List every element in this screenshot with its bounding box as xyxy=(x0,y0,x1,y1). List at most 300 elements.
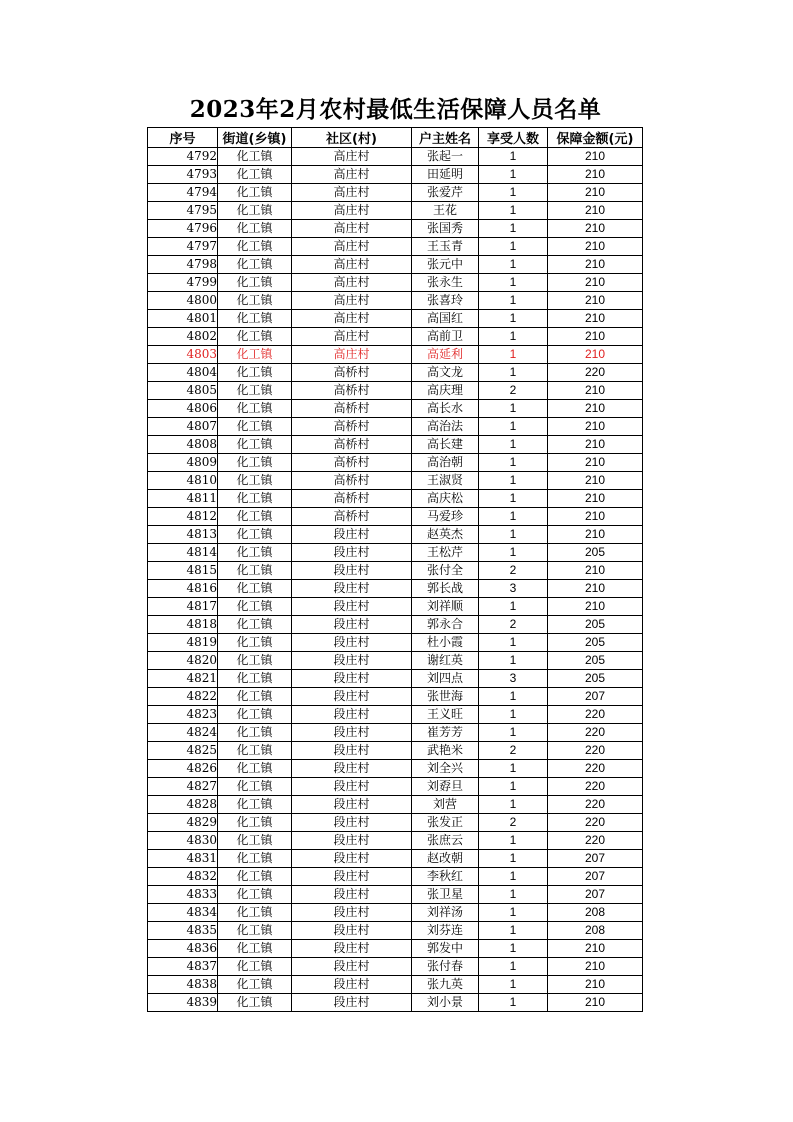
cell-persons: 1 xyxy=(479,796,548,814)
cell-community: 高庄村 xyxy=(292,202,412,220)
cell-seq: 4816 xyxy=(148,580,218,598)
cell-amount: 208 xyxy=(548,904,643,922)
cell-persons: 1 xyxy=(479,490,548,508)
cell-street: 化工镇 xyxy=(218,904,292,922)
cell-persons: 1 xyxy=(479,256,548,274)
cell-street: 化工镇 xyxy=(218,868,292,886)
cell-amount: 210 xyxy=(548,346,643,364)
table-row xyxy=(148,310,643,328)
cell-persons: 1 xyxy=(479,184,548,202)
cell-street: 化工镇 xyxy=(218,562,292,580)
table-row xyxy=(148,742,643,760)
table-row xyxy=(148,274,643,292)
cell-street: 化工镇 xyxy=(218,418,292,436)
cell-seq: 4812 xyxy=(148,508,218,526)
cell-seq: 4825 xyxy=(148,742,218,760)
cell-amount: 210 xyxy=(548,940,643,958)
table-row xyxy=(148,724,643,742)
cell-amount: 220 xyxy=(548,832,643,850)
cell-persons: 1 xyxy=(479,166,548,184)
cell-persons: 1 xyxy=(479,310,548,328)
cell-householder: 高庆松 xyxy=(412,490,479,508)
cell-amount: 210 xyxy=(548,256,643,274)
cell-persons: 1 xyxy=(479,922,548,940)
cell-householder: 杜小霞 xyxy=(412,634,479,652)
cell-householder: 刘祥顺 xyxy=(412,598,479,616)
cell-seq: 4824 xyxy=(148,724,218,742)
cell-householder: 马爱珍 xyxy=(412,508,479,526)
cell-amount: 210 xyxy=(548,238,643,256)
cell-amount: 205 xyxy=(548,616,643,634)
cell-seq: 4823 xyxy=(148,706,218,724)
table-row xyxy=(148,958,643,976)
cell-community: 段庄村 xyxy=(292,724,412,742)
cell-street: 化工镇 xyxy=(218,454,292,472)
cell-amount: 210 xyxy=(548,148,643,166)
cell-community: 段庄村 xyxy=(292,778,412,796)
cell-amount: 210 xyxy=(548,598,643,616)
cell-community: 高庄村 xyxy=(292,148,412,166)
cell-amount: 210 xyxy=(548,490,643,508)
cell-street: 化工镇 xyxy=(218,166,292,184)
cell-community: 段庄村 xyxy=(292,886,412,904)
cell-amount: 210 xyxy=(548,382,643,400)
cell-persons: 1 xyxy=(479,274,548,292)
cell-street: 化工镇 xyxy=(218,634,292,652)
cell-amount: 210 xyxy=(548,202,643,220)
page-title: 2023年2月农村最低生活保障人员名单 xyxy=(189,96,602,123)
cell-householder: 张九英 xyxy=(412,976,479,994)
cell-street: 化工镇 xyxy=(218,328,292,346)
cell-street: 化工镇 xyxy=(218,598,292,616)
cell-community: 高庄村 xyxy=(292,166,412,184)
table-row xyxy=(148,544,643,562)
cell-amount: 210 xyxy=(548,562,643,580)
cell-street: 化工镇 xyxy=(218,310,292,328)
cell-community: 高庄村 xyxy=(292,238,412,256)
cell-community: 段庄村 xyxy=(292,994,412,1012)
cell-persons: 1 xyxy=(479,148,548,166)
cell-street: 化工镇 xyxy=(218,886,292,904)
table-row xyxy=(148,292,643,310)
cell-householder: 王淑贤 xyxy=(412,472,479,490)
cell-amount: 210 xyxy=(548,526,643,544)
cell-street: 化工镇 xyxy=(218,778,292,796)
table-row xyxy=(148,688,643,706)
cell-householder: 高文龙 xyxy=(412,364,479,382)
cell-community: 段庄村 xyxy=(292,598,412,616)
cell-persons: 1 xyxy=(479,940,548,958)
header-community: 社区(村) xyxy=(292,128,412,148)
table-row xyxy=(148,580,643,598)
cell-amount: 210 xyxy=(548,328,643,346)
cell-persons: 1 xyxy=(479,292,548,310)
table-row xyxy=(148,796,643,814)
cell-householder: 张永生 xyxy=(412,274,479,292)
cell-persons: 1 xyxy=(479,202,548,220)
cell-householder: 田延明 xyxy=(412,166,479,184)
cell-amount: 220 xyxy=(548,814,643,832)
cell-seq: 4829 xyxy=(148,814,218,832)
cell-householder: 高治法 xyxy=(412,418,479,436)
cell-persons: 1 xyxy=(479,652,548,670)
cell-seq: 4796 xyxy=(148,220,218,238)
cell-persons: 1 xyxy=(479,706,548,724)
cell-persons: 2 xyxy=(479,562,548,580)
header-row xyxy=(148,128,643,148)
cell-amount: 207 xyxy=(548,868,643,886)
cell-street: 化工镇 xyxy=(218,508,292,526)
cell-householder: 赵改朝 xyxy=(412,850,479,868)
table-row xyxy=(148,886,643,904)
cell-street: 化工镇 xyxy=(218,490,292,508)
cell-community: 段庄村 xyxy=(292,796,412,814)
cell-street: 化工镇 xyxy=(218,724,292,742)
table-row xyxy=(148,346,643,364)
cell-seq: 4821 xyxy=(148,670,218,688)
cell-householder: 刘祥汤 xyxy=(412,904,479,922)
cell-street: 化工镇 xyxy=(218,688,292,706)
table-row xyxy=(148,238,643,256)
table-row xyxy=(148,940,643,958)
cell-amount: 210 xyxy=(548,508,643,526)
table-body xyxy=(148,148,643,1012)
cell-householder: 郭永合 xyxy=(412,616,479,634)
cell-community: 段庄村 xyxy=(292,940,412,958)
cell-street: 化工镇 xyxy=(218,220,292,238)
table-row xyxy=(148,922,643,940)
table-row xyxy=(148,904,643,922)
table-row xyxy=(148,490,643,508)
cell-seq: 4802 xyxy=(148,328,218,346)
cell-seq: 4830 xyxy=(148,832,218,850)
cell-community: 段庄村 xyxy=(292,544,412,562)
cell-community: 高庄村 xyxy=(292,184,412,202)
cell-community: 高桥村 xyxy=(292,436,412,454)
table-row xyxy=(148,364,643,382)
cell-seq: 4805 xyxy=(148,382,218,400)
cell-street: 化工镇 xyxy=(218,346,292,364)
cell-persons: 1 xyxy=(479,994,548,1012)
cell-street: 化工镇 xyxy=(218,292,292,310)
cell-seq: 4836 xyxy=(148,940,218,958)
header-street: 街道(乡镇) xyxy=(218,128,292,148)
table-row xyxy=(148,562,643,580)
cell-seq: 4808 xyxy=(148,436,218,454)
cell-persons: 1 xyxy=(479,364,548,382)
cell-community: 高桥村 xyxy=(292,418,412,436)
cell-amount: 205 xyxy=(548,670,643,688)
cell-persons: 1 xyxy=(479,760,548,778)
table-row xyxy=(148,256,643,274)
cell-community: 高庄村 xyxy=(292,220,412,238)
cell-amount: 205 xyxy=(548,634,643,652)
cell-street: 化工镇 xyxy=(218,256,292,274)
cell-persons: 1 xyxy=(479,976,548,994)
table-row xyxy=(148,166,643,184)
cell-amount: 220 xyxy=(548,742,643,760)
cell-community: 段庄村 xyxy=(292,760,412,778)
cell-community: 段庄村 xyxy=(292,634,412,652)
cell-seq: 4819 xyxy=(148,634,218,652)
table-row xyxy=(148,436,643,454)
cell-seq: 4837 xyxy=(148,958,218,976)
cell-amount: 208 xyxy=(548,922,643,940)
cell-amount: 220 xyxy=(548,706,643,724)
cell-householder: 刘芬连 xyxy=(412,922,479,940)
table-row xyxy=(148,616,643,634)
cell-persons: 2 xyxy=(479,616,548,634)
cell-amount: 207 xyxy=(548,688,643,706)
cell-householder: 高前卫 xyxy=(412,328,479,346)
cell-street: 化工镇 xyxy=(218,364,292,382)
cell-community: 高桥村 xyxy=(292,508,412,526)
cell-persons: 1 xyxy=(479,904,548,922)
cell-community: 段庄村 xyxy=(292,958,412,976)
cell-householder: 张付春 xyxy=(412,958,479,976)
cell-householder: 崔芳芳 xyxy=(412,724,479,742)
cell-community: 高桥村 xyxy=(292,454,412,472)
cell-persons: 1 xyxy=(479,958,548,976)
table-row xyxy=(148,706,643,724)
cell-street: 化工镇 xyxy=(218,832,292,850)
cell-community: 高庄村 xyxy=(292,274,412,292)
cell-community: 段庄村 xyxy=(292,814,412,832)
cell-householder: 王玉青 xyxy=(412,238,479,256)
cell-community: 高庄村 xyxy=(292,346,412,364)
table-row xyxy=(148,994,643,1012)
cell-householder: 张喜玲 xyxy=(412,292,479,310)
cell-community: 高庄村 xyxy=(292,328,412,346)
cell-seq: 4806 xyxy=(148,400,218,418)
cell-householder: 高国红 xyxy=(412,310,479,328)
cell-seq: 4803 xyxy=(148,346,218,364)
cell-street: 化工镇 xyxy=(218,850,292,868)
table-row xyxy=(148,634,643,652)
cell-amount: 210 xyxy=(548,958,643,976)
cell-persons: 1 xyxy=(479,886,548,904)
table-row xyxy=(148,778,643,796)
cell-persons: 2 xyxy=(479,382,548,400)
table-row xyxy=(148,598,643,616)
cell-community: 高庄村 xyxy=(292,256,412,274)
cell-community: 段庄村 xyxy=(292,868,412,886)
cell-householder: 刘孬旦 xyxy=(412,778,479,796)
table-row xyxy=(148,400,643,418)
cell-street: 化工镇 xyxy=(218,526,292,544)
cell-community: 高庄村 xyxy=(292,310,412,328)
cell-seq: 4798 xyxy=(148,256,218,274)
roster-table xyxy=(147,127,643,1012)
cell-seq: 4834 xyxy=(148,904,218,922)
table-row xyxy=(148,472,643,490)
cell-community: 高桥村 xyxy=(292,382,412,400)
cell-householder: 刘营 xyxy=(412,796,479,814)
cell-seq: 4814 xyxy=(148,544,218,562)
cell-street: 化工镇 xyxy=(218,382,292,400)
cell-street: 化工镇 xyxy=(218,274,292,292)
cell-street: 化工镇 xyxy=(218,742,292,760)
cell-householder: 郭长战 xyxy=(412,580,479,598)
cell-householder: 刘小景 xyxy=(412,994,479,1012)
cell-seq: 4811 xyxy=(148,490,218,508)
table-row xyxy=(148,526,643,544)
header-amount: 保障金额(元) xyxy=(548,128,643,148)
table-row xyxy=(148,328,643,346)
cell-amount: 220 xyxy=(548,760,643,778)
table-row xyxy=(148,454,643,472)
cell-persons: 1 xyxy=(479,346,548,364)
cell-amount: 220 xyxy=(548,364,643,382)
cell-persons: 1 xyxy=(479,238,548,256)
cell-persons: 1 xyxy=(479,724,548,742)
cell-street: 化工镇 xyxy=(218,544,292,562)
cell-street: 化工镇 xyxy=(218,472,292,490)
cell-seq: 4804 xyxy=(148,364,218,382)
cell-householder: 张元中 xyxy=(412,256,479,274)
cell-householder: 王松芹 xyxy=(412,544,479,562)
table-row xyxy=(148,202,643,220)
cell-seq: 4817 xyxy=(148,598,218,616)
cell-seq: 4792 xyxy=(148,148,218,166)
cell-persons: 3 xyxy=(479,580,548,598)
cell-amount: 220 xyxy=(548,796,643,814)
cell-street: 化工镇 xyxy=(218,400,292,418)
table-row xyxy=(148,418,643,436)
cell-amount: 210 xyxy=(548,418,643,436)
table-header xyxy=(148,128,643,148)
cell-persons: 1 xyxy=(479,688,548,706)
cell-seq: 4826 xyxy=(148,760,218,778)
cell-community: 段庄村 xyxy=(292,580,412,598)
cell-seq: 4818 xyxy=(148,616,218,634)
cell-amount: 210 xyxy=(548,472,643,490)
cell-householder: 张国秀 xyxy=(412,220,479,238)
cell-street: 化工镇 xyxy=(218,184,292,202)
cell-amount: 210 xyxy=(548,976,643,994)
cell-community: 段庄村 xyxy=(292,616,412,634)
cell-seq: 4820 xyxy=(148,652,218,670)
cell-amount: 210 xyxy=(548,310,643,328)
cell-amount: 220 xyxy=(548,724,643,742)
cell-amount: 207 xyxy=(548,886,643,904)
cell-community: 段庄村 xyxy=(292,904,412,922)
cell-street: 化工镇 xyxy=(218,760,292,778)
cell-householder: 高治朝 xyxy=(412,454,479,472)
cell-householder: 刘全兴 xyxy=(412,760,479,778)
table-row xyxy=(148,850,643,868)
cell-community: 段庄村 xyxy=(292,742,412,760)
cell-amount: 210 xyxy=(548,454,643,472)
cell-street: 化工镇 xyxy=(218,202,292,220)
cell-persons: 1 xyxy=(479,472,548,490)
cell-community: 高庄村 xyxy=(292,292,412,310)
cell-persons: 1 xyxy=(479,868,548,886)
cell-householder: 高庆理 xyxy=(412,382,479,400)
cell-householder: 李秋红 xyxy=(412,868,479,886)
cell-amount: 210 xyxy=(548,400,643,418)
cell-persons: 2 xyxy=(479,742,548,760)
table-row xyxy=(148,184,643,202)
cell-persons: 3 xyxy=(479,670,548,688)
cell-seq: 4838 xyxy=(148,976,218,994)
cell-amount: 210 xyxy=(548,274,643,292)
cell-amount: 205 xyxy=(548,652,643,670)
cell-persons: 1 xyxy=(479,526,548,544)
cell-community: 高桥村 xyxy=(292,364,412,382)
cell-community: 段庄村 xyxy=(292,652,412,670)
cell-persons: 1 xyxy=(479,220,548,238)
cell-street: 化工镇 xyxy=(218,922,292,940)
table-row xyxy=(148,976,643,994)
cell-persons: 1 xyxy=(479,508,548,526)
cell-amount: 205 xyxy=(548,544,643,562)
cell-householder: 赵英杰 xyxy=(412,526,479,544)
cell-community: 段庄村 xyxy=(292,706,412,724)
cell-seq: 4827 xyxy=(148,778,218,796)
cell-street: 化工镇 xyxy=(218,976,292,994)
cell-householder: 王义旺 xyxy=(412,706,479,724)
cell-seq: 4809 xyxy=(148,454,218,472)
cell-street: 化工镇 xyxy=(218,796,292,814)
cell-street: 化工镇 xyxy=(218,994,292,1012)
cell-seq: 4833 xyxy=(148,886,218,904)
table-row xyxy=(148,670,643,688)
cell-seq: 4793 xyxy=(148,166,218,184)
cell-householder: 张起一 xyxy=(412,148,479,166)
cell-persons: 2 xyxy=(479,814,548,832)
cell-street: 化工镇 xyxy=(218,148,292,166)
cell-householder: 张卫星 xyxy=(412,886,479,904)
cell-community: 段庄村 xyxy=(292,850,412,868)
cell-community: 段庄村 xyxy=(292,832,412,850)
cell-street: 化工镇 xyxy=(218,706,292,724)
cell-persons: 1 xyxy=(479,436,548,454)
cell-amount: 210 xyxy=(548,436,643,454)
cell-community: 段庄村 xyxy=(292,688,412,706)
cell-community: 段庄村 xyxy=(292,562,412,580)
cell-seq: 4800 xyxy=(148,292,218,310)
cell-seq: 4839 xyxy=(148,994,218,1012)
table-row xyxy=(148,652,643,670)
cell-householder: 张世海 xyxy=(412,688,479,706)
cell-householder: 郭发中 xyxy=(412,940,479,958)
cell-persons: 1 xyxy=(479,454,548,472)
cell-street: 化工镇 xyxy=(218,940,292,958)
cell-seq: 4799 xyxy=(148,274,218,292)
cell-community: 段庄村 xyxy=(292,670,412,688)
cell-street: 化工镇 xyxy=(218,958,292,976)
cell-householder: 高延利 xyxy=(412,346,479,364)
cell-seq: 4835 xyxy=(148,922,218,940)
cell-householder: 张庶云 xyxy=(412,832,479,850)
cell-street: 化工镇 xyxy=(218,670,292,688)
cell-amount: 220 xyxy=(548,778,643,796)
header-householder: 户主姓名 xyxy=(412,128,479,148)
header-persons: 享受人数 xyxy=(479,128,548,148)
cell-street: 化工镇 xyxy=(218,652,292,670)
cell-seq: 4810 xyxy=(148,472,218,490)
cell-householder: 刘四点 xyxy=(412,670,479,688)
table-row xyxy=(148,814,643,832)
cell-householder: 谢红英 xyxy=(412,652,479,670)
cell-amount: 210 xyxy=(548,220,643,238)
cell-street: 化工镇 xyxy=(218,436,292,454)
cell-seq: 4822 xyxy=(148,688,218,706)
cell-amount: 210 xyxy=(548,580,643,598)
cell-amount: 210 xyxy=(548,166,643,184)
cell-amount: 210 xyxy=(548,292,643,310)
